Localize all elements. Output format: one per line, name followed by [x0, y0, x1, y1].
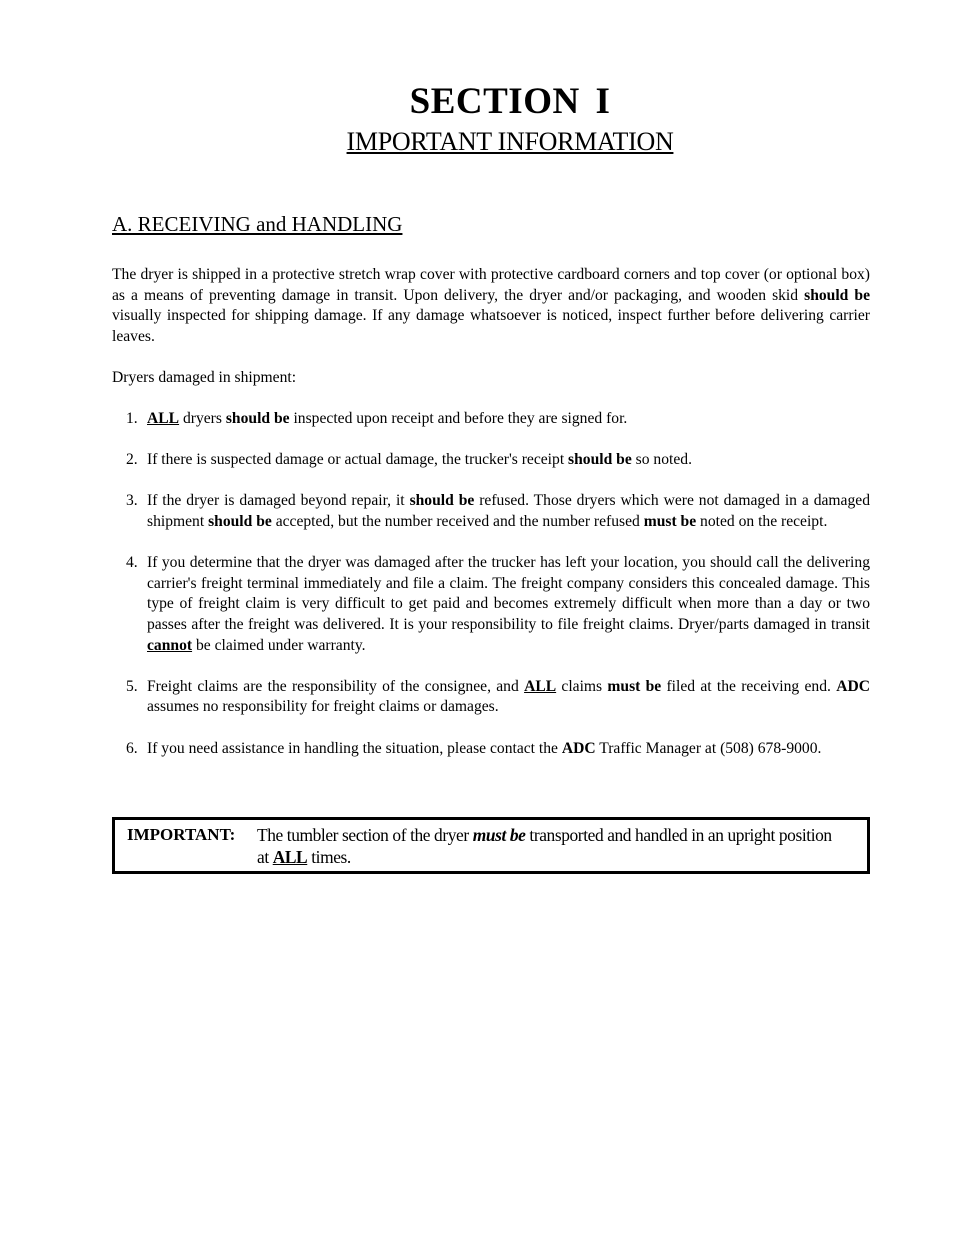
important-label: IMPORTANT:: [127, 825, 236, 844]
emphasis: ADC: [836, 677, 870, 695]
list-item-text: claims: [556, 677, 608, 695]
list-item-text: If the dryer is damaged beyond repair, it: [147, 492, 410, 510]
emphasis: ALL: [524, 677, 557, 695]
intro-text-1: The dryer is shipped in a protective stretch wrap cover with protective cardboard corners and top cover (or optional box) as a means of preventing damage in transit. Upon delivery, the dryer and/or packaging, and wooden skid: [112, 266, 870, 304]
list-item-text: If you need assistance in handling the situation, please contact the: [147, 739, 562, 757]
list-item-text: accepted, but the number received and the number refused: [271, 512, 644, 530]
emphasis: cannot: [147, 636, 193, 654]
important-text-part: The tumbler section of the dryer: [257, 825, 473, 845]
list-item: [112, 450, 870, 471]
emphasis: must be: [472, 825, 526, 845]
intro-text-2: visually inspected for shipping damage. If any damage whatsoever is noticed, inspect further before delivering carrier leaves.: [112, 307, 870, 345]
list-lead: Dryers damaged in shipment:: [112, 369, 297, 386]
emphasis: ALL: [272, 847, 308, 867]
list-item-text: so noted.: [631, 451, 692, 469]
list-item-text: If you determine that the dryer was damaged after the trucker has left your location, you should call the delivering carrier's freight terminal immediately and file a claim. The freight company considers this concealed damage. This type of freight claim is very difficult to get paid and becomes extremely difficult when more than a day or two passes after the freight was delivered. It is your responsibility to file freight claims. Dryer/parts damaged in transit: [147, 554, 870, 633]
list-item: [112, 553, 870, 656]
list-item: [112, 739, 870, 760]
important-text-part: times.: [307, 847, 351, 867]
emphasis: ALL: [147, 410, 180, 427]
list-item-text: noted on the receipt.: [696, 512, 828, 530]
list-item: [112, 491, 870, 532]
emphasis: must be: [643, 512, 697, 530]
list-item-number: 3.: [126, 492, 138, 510]
important-text: [257, 824, 837, 868]
page-subtitle: IMPORTANT INFORMATION: [346, 127, 674, 156]
list-item-text: filed at the receiving end.: [661, 677, 837, 695]
emphasis: ADC: [561, 739, 596, 757]
section-heading-receiving: A. RECEIVING and HANDLING: [112, 212, 403, 236]
list-item-text: Traffic Manager at (508) 678-9000.: [595, 739, 822, 757]
damage-steps-list: [112, 409, 870, 780]
list-item-number: 5.: [126, 677, 138, 695]
emphasis: should be: [409, 492, 475, 510]
list-item-number: 1.: [126, 410, 138, 427]
emphasis: should be: [568, 451, 632, 469]
list-item-text: assumes no responsibility for freight claims or damages.: [147, 698, 499, 716]
intro-bold-text: should be: [804, 286, 870, 304]
emphasis: must be: [607, 677, 662, 695]
list-item-number: 2.: [126, 451, 138, 469]
list-item-text: Freight claims are the responsibility of the consignee, and: [147, 677, 525, 695]
emphasis: should be: [225, 410, 290, 427]
list-item-text: inspected upon receipt and before they are signed for.: [289, 410, 628, 427]
list-item-text: dryers: [179, 410, 226, 427]
list-item: [112, 677, 870, 718]
intro-paragraph: [112, 265, 870, 347]
list-item-text: refused. Those dryers which were not damaged in a damaged shipment: [147, 492, 870, 530]
emphasis: should be: [208, 512, 272, 530]
list-item-text: be claimed under warranty.: [192, 636, 366, 654]
important-notice-box: [112, 817, 870, 874]
list-item-text: If there is suspected damage or actual damage, the trucker's receipt: [147, 451, 569, 469]
list-item-number: 4.: [126, 554, 138, 572]
page-title: SECTION I: [409, 81, 611, 122]
list-item-number: 6.: [126, 739, 138, 757]
important-text-part: transported and handled in an upright position at: [257, 825, 832, 867]
list-item: [112, 409, 870, 430]
